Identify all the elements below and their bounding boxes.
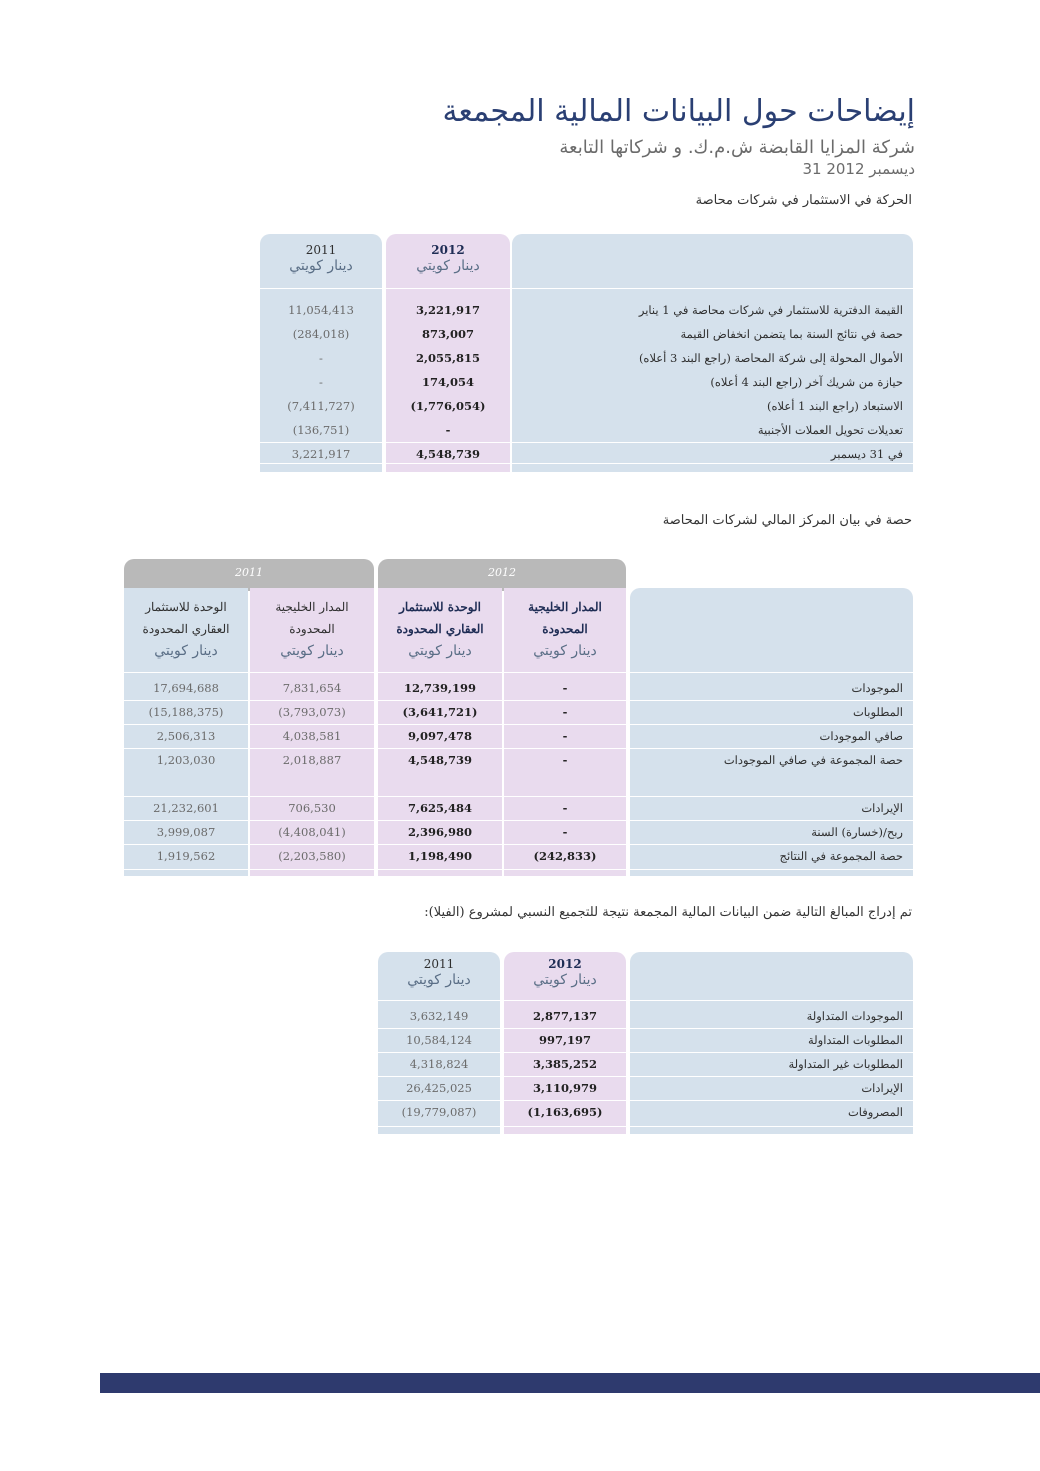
table2-cell-col1: - bbox=[562, 681, 568, 695]
table2-row-label: المطلوبات bbox=[852, 705, 903, 719]
table1-row-label: تعديلات تحويل العملات الأجنبية bbox=[757, 423, 903, 437]
table2-head-col1: المدار الخليجية المحدودة دينار كويتي bbox=[528, 600, 602, 659]
table3-head-2012: 2012 دينار كويتي bbox=[533, 957, 597, 988]
table1-title: الحركة في الاستثمار في شركات محاصة bbox=[695, 193, 912, 208]
company-name: شركة المزايا القابضة ش.م.ك. و شركاتها التابعة bbox=[559, 137, 915, 158]
table2-cell-col2: 7,625,484 bbox=[407, 801, 473, 815]
table3-cell-2012: 3,110,979 bbox=[532, 1081, 598, 1095]
table1-cell-2012: 174,054 bbox=[421, 375, 474, 389]
divider bbox=[378, 1028, 913, 1029]
table2-cell-col2: (3,641,721) bbox=[402, 705, 478, 719]
table2-cell-col4: 3,999,087 bbox=[156, 825, 216, 839]
divider bbox=[124, 869, 913, 870]
table3-cell-2011: 3,632,149 bbox=[409, 1009, 469, 1023]
table2-cell-col1: - bbox=[562, 705, 568, 719]
table2-row-label: صافي الموجودات bbox=[819, 729, 903, 743]
table2-cell-col3: 706,530 bbox=[288, 801, 336, 815]
table2-row-label: الإيرادات bbox=[861, 801, 903, 815]
table1-cell-2011: 11,054,413 bbox=[288, 303, 354, 317]
table2-cell-col3: 2,018,887 bbox=[282, 753, 342, 767]
page-title: إيضاحات حول البيانات المالية المجمعة bbox=[442, 94, 915, 129]
table3-cell-2011: 10,584,124 bbox=[406, 1033, 472, 1047]
table2-cell-col4: 1,919,562 bbox=[156, 849, 216, 863]
table2-cell-col2: 9,097,478 bbox=[407, 729, 473, 743]
divider bbox=[378, 1076, 913, 1077]
table3-title: تم إدراج المبالغ التالية ضمن البيانات المالية المجمعة نتيجة للتجميع النسبي لمشروع (الفيلا): bbox=[424, 905, 912, 920]
divider bbox=[124, 700, 913, 701]
table2-year-2011-tab: 2011 bbox=[124, 559, 374, 591]
table1-cell-2011: - bbox=[319, 375, 323, 389]
table2-cell-col3: 4,038,581 bbox=[282, 729, 342, 743]
table2-cell-col4: 21,232,601 bbox=[153, 801, 219, 815]
table2-cell-col1: - bbox=[562, 729, 568, 743]
table1-row-label: الأموال المحولة إلى شركة المحاصة (راجع البند 3 أعلاه) bbox=[638, 351, 903, 365]
table1-cell-2011: (136,751) bbox=[292, 423, 350, 437]
table3-row-label: المطلوبات المتداولة bbox=[808, 1033, 903, 1047]
table1-cell-2011: (7,411,727) bbox=[287, 399, 355, 413]
table1-cell-2011: 3,221,917 bbox=[291, 447, 351, 461]
table1-head-2012: 2012 دينار كويتي bbox=[416, 243, 480, 274]
table2-head-col2: الوحدة للاستثمار العقاري المحدودة دينار كويتي bbox=[396, 600, 484, 659]
table2-row-label: الموجودات bbox=[851, 681, 903, 695]
divider bbox=[124, 748, 913, 749]
table1-cell-2012: 3,221,917 bbox=[415, 303, 481, 317]
table2-row-label: ربح/(خسارة) السنة bbox=[811, 825, 903, 839]
divider bbox=[378, 1100, 913, 1101]
table2-cell-col4: 2,506,313 bbox=[156, 729, 216, 743]
table1-cell-2011: (284,018) bbox=[292, 327, 350, 341]
table2-cell-col2: 2,396,980 bbox=[407, 825, 473, 839]
table2-cell-col1: - bbox=[562, 753, 568, 767]
table3-cell-2012: 3,385,252 bbox=[532, 1057, 598, 1071]
table1-row-label: الاستبعاد (راجع البند 1 أعلاه) bbox=[766, 399, 903, 413]
table3-head-2011: 2011 دينار كويتي bbox=[407, 957, 471, 988]
footer-bar bbox=[100, 1373, 1040, 1393]
table3-row-label: المصروفات bbox=[847, 1105, 903, 1119]
table3-cell-2012: 997,197 bbox=[538, 1033, 591, 1047]
table2-cell-col1: - bbox=[562, 801, 568, 815]
table3-cell-2011: 26,425,025 bbox=[406, 1081, 472, 1095]
table1-row-label: في 31 ديسمبر bbox=[830, 447, 903, 461]
table3-cell-2012: (1,163,695) bbox=[527, 1105, 603, 1119]
table2-cell-col2: 1,198,490 bbox=[407, 849, 473, 863]
divider bbox=[378, 1000, 913, 1001]
table1-row-label: القيمة الدفترية للاستثمار في شركات محاصة في 1 يناير bbox=[638, 303, 903, 317]
table3-row-label: الإيرادات bbox=[861, 1081, 903, 1095]
table2-cell-col4: 17,694,688 bbox=[153, 681, 219, 695]
table1-row-label: حيازة من شريك آخر (راجع البند 4 أعلاه) bbox=[710, 375, 903, 389]
divider bbox=[260, 442, 913, 443]
table2-cell-col1: (242,833) bbox=[533, 849, 597, 863]
table3-row-label: المطلوبات غير المتداولة bbox=[788, 1057, 903, 1071]
table2-head-col4: الوحدة للاستثمار العقاري المحدودة دينار كويتي bbox=[142, 600, 230, 659]
table2-cell-col3: (2,203,580) bbox=[278, 849, 346, 863]
divider bbox=[260, 463, 913, 464]
table3-row-label: الموجودات المتداولة bbox=[806, 1009, 903, 1023]
table1-row-label: حصة في نتائج السنة بما يتضمن انخفاض القيمة bbox=[680, 327, 903, 341]
table2-cell-col3: (4,408,041) bbox=[278, 825, 346, 839]
table2-cell-col4: 1,203,030 bbox=[156, 753, 216, 767]
table2-cell-col1: - bbox=[562, 825, 568, 839]
table2-cell-col3: 7,831,654 bbox=[282, 681, 342, 695]
table3-cell-2012: 2,877,137 bbox=[532, 1009, 598, 1023]
table2-cell-col4: (15,188,375) bbox=[148, 705, 224, 719]
table2-row-label: حصة المجموعة في صافي الموجودات bbox=[723, 753, 903, 767]
table1-head-2011: 2011 دينار كويتي bbox=[289, 243, 353, 274]
divider bbox=[378, 1052, 913, 1053]
table1-cell-2012: - bbox=[445, 423, 451, 437]
divider bbox=[260, 288, 913, 289]
table2-row-label: حصة المجموعة في النتائج bbox=[779, 849, 903, 863]
table2-year-2012-tab: 2012 bbox=[378, 559, 626, 591]
table1-cell-2012: 2,055,815 bbox=[415, 351, 481, 365]
table2-cell-col2: 12,739,199 bbox=[403, 681, 477, 695]
divider bbox=[378, 1126, 913, 1127]
table1-cell-2012: 873,007 bbox=[421, 327, 474, 341]
report-date: 31 ديسمبر 2012 bbox=[802, 160, 915, 178]
table1-cell-2012: 4,548,739 bbox=[415, 447, 481, 461]
table3-cell-2011: 4,318,824 bbox=[409, 1057, 469, 1071]
divider bbox=[124, 820, 913, 821]
table2-head-col3: المدار الخليجية المحدودة دينار كويتي bbox=[275, 600, 349, 659]
divider bbox=[124, 724, 913, 725]
table1-cell-2011: - bbox=[319, 351, 323, 365]
page-header bbox=[442, 92, 915, 178]
divider bbox=[124, 796, 913, 797]
table2-cell-col2: 4,548,739 bbox=[407, 753, 473, 767]
divider bbox=[124, 672, 913, 673]
table2-cell-col3: (3,793,073) bbox=[278, 705, 346, 719]
table3-cell-2011: (19,779,087) bbox=[401, 1105, 477, 1119]
divider bbox=[124, 844, 913, 845]
table1-cell-2012: (1,776,054) bbox=[410, 399, 486, 413]
table2-title: حصة في بيان المركز المالي لشركات المحاصة bbox=[662, 513, 912, 528]
